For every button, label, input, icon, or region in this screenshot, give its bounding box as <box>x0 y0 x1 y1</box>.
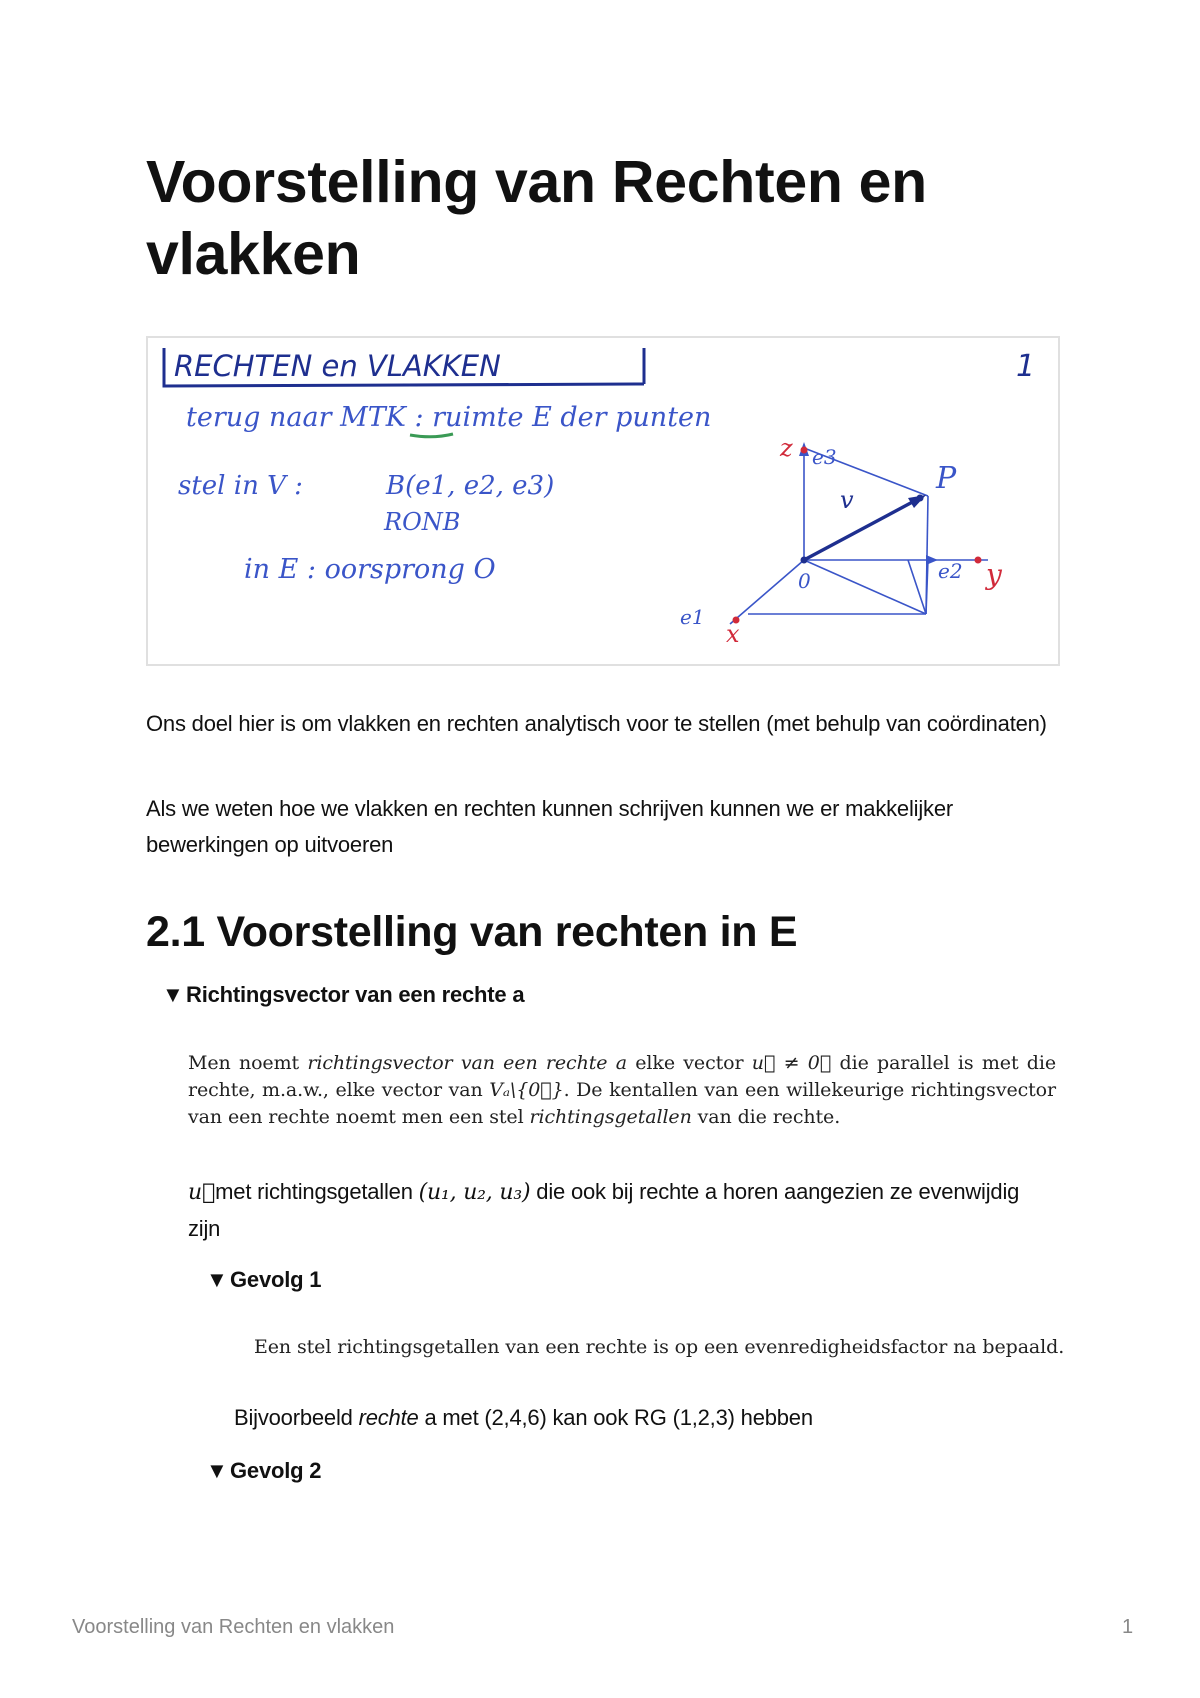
footer-page-number: 1 <box>1122 1616 1134 1638</box>
note-label-O: 0 <box>798 569 811 593</box>
note-line-2-basis: B(e1, e2, e3) <box>386 471 555 501</box>
note-label-x: x <box>726 620 740 648</box>
intro-paragraph-1: Ons doel hier is om vlakken en rechten analytisch voor te stellen (met behulp van coördinaten) <box>146 711 1047 736</box>
handwritten-note-image <box>146 336 1060 666</box>
note-header: RECHTEN en VLAKKEN <box>174 349 501 383</box>
footer-title: Voorstelling van Rechten en vlakken <box>72 1616 395 1638</box>
note-line-1: terug naar MTK : ruimte E der punten <box>186 402 712 433</box>
triangle-down-icon: ▼ <box>162 982 184 1007</box>
triangle-down-icon: ▼ <box>206 1458 228 1483</box>
section-heading: 2.1 Voorstelling van rechten in E <box>146 908 798 956</box>
note-line-2-prefix: stel in V : <box>178 471 303 501</box>
note-line-3: in E : oorsprong O <box>244 554 496 585</box>
page-title: Voorstelling van Rechten en vlakken <box>146 149 927 287</box>
note-label-e2: e2 <box>938 559 963 583</box>
toggle-richtingsvector[interactable] <box>162 980 524 1010</box>
note-label-e1: e1 <box>680 605 705 629</box>
gevolg-1-quote: Een stel richtingsgetallen van een rechte is op een evenredigheidsfactor na bepaald. <box>254 1336 1065 1358</box>
intro-paragraph-2: Als we weten hoe we vlakken en rechten kunnen schrijven kunnen we er makkelijker bewerkingen op uitvoeren <box>146 796 953 857</box>
gevolg-1-example: Bijvoorbeeld rechte a met (2,4,6) kan ook RG (1,2,3) hebben <box>234 1405 813 1430</box>
toggle-gevolg-2-label: Gevolg 2 <box>230 1458 322 1483</box>
note-label-P: P <box>936 461 957 496</box>
toggle-gevolg-2[interactable] <box>206 1456 321 1486</box>
note-line-2-sub: RONB <box>384 508 461 536</box>
toggle-gevolg-1-label: Gevolg 1 <box>230 1267 322 1292</box>
toggle-gevolg-1[interactable] <box>206 1265 321 1295</box>
vector-explanation: u⃗met richtingsgetallen (u₁, u₂, u₃) die ook bij rechte a horen aangezien ze evenwijdig zijn <box>188 1179 1020 1241</box>
note-label-e3: e3 <box>812 445 837 469</box>
toggle-richtingsvector-label: Richtingsvector van een rechte a <box>186 982 525 1007</box>
note-label-z: z <box>780 434 793 462</box>
note-label-v: v <box>840 486 854 514</box>
definition-quote: Men noemt richtingsvector van een rechte a elke vector u⃗ ≠ 0⃗ die parallel is met die rechte, m.a.w., elke vector van Vₐ\{0⃗}. De kentallen van een willekeurige richtingsvector van een rechte noemt men een stel richtingsgetallen van die rechte. <box>188 1052 1056 1128</box>
triangle-down-icon: ▼ <box>206 1267 228 1292</box>
note-label-y: y <box>986 558 1002 591</box>
note-page-mark: 1 <box>1016 349 1036 384</box>
